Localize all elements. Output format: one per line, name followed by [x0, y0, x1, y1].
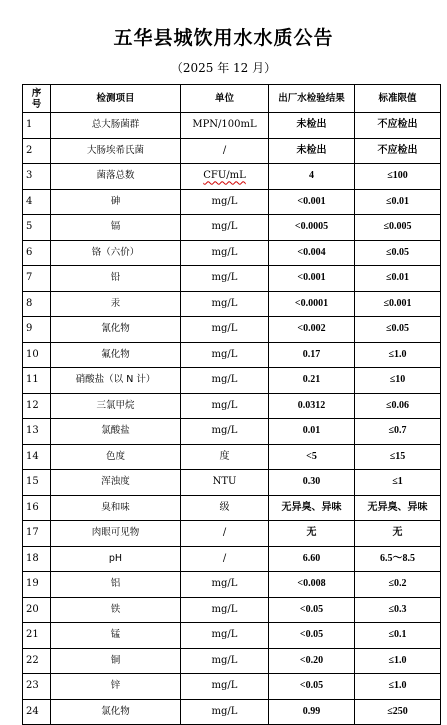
cell-test-item	[51, 546, 181, 572]
cell-result	[269, 113, 355, 139]
table-row	[23, 648, 441, 674]
header-result: 出厂水检验结果	[269, 85, 355, 113]
cell-limit	[355, 189, 441, 215]
cell-unit-text: 级	[219, 501, 230, 513]
cell-test-item	[51, 623, 181, 649]
header-unit: 单位	[181, 85, 269, 113]
cell-unit	[181, 546, 269, 572]
cell-test-item	[51, 521, 181, 547]
cell-serial-number	[23, 266, 51, 292]
cell-serial-number-text: 12	[26, 399, 39, 411]
cell-test-item-text: 总大肠菌群	[91, 119, 140, 131]
cell-test-item-text: 硝酸盐（以 N 计）	[75, 374, 156, 386]
cell-result-text: 6.60	[302, 552, 321, 564]
cell-serial-number-text: 8	[26, 297, 33, 309]
cell-limit	[355, 291, 441, 317]
cell-serial-number	[23, 597, 51, 623]
cell-serial-number-text: 4	[26, 195, 33, 207]
cell-limit	[355, 368, 441, 394]
cell-result	[269, 444, 355, 470]
cell-limit-text: ≤1.0	[388, 654, 407, 666]
cell-result-text: 未检出	[296, 119, 327, 131]
table-row	[23, 317, 441, 343]
cell-unit	[181, 317, 269, 343]
table-row	[23, 393, 441, 419]
cell-limit	[355, 470, 441, 496]
table-row	[23, 597, 441, 623]
cell-limit	[355, 113, 441, 139]
cell-limit	[355, 164, 441, 190]
cell-limit-text: ≤0.1	[388, 629, 407, 641]
cell-result	[269, 597, 355, 623]
cell-test-item	[51, 393, 181, 419]
cell-serial-number	[23, 291, 51, 317]
cell-limit	[355, 521, 441, 547]
cell-serial-number	[23, 699, 51, 725]
cell-unit	[181, 393, 269, 419]
cell-unit-text: /	[222, 144, 227, 156]
cell-unit-text: mg/L	[211, 399, 238, 411]
cell-test-item	[51, 495, 181, 521]
cell-limit-text: ≤0.005	[383, 221, 412, 233]
cell-test-item	[51, 674, 181, 700]
cell-test-item	[51, 444, 181, 470]
page-subtitle: （2025 年 12 月）	[170, 61, 277, 75]
cell-serial-number	[23, 368, 51, 394]
cell-test-item	[51, 189, 181, 215]
cell-unit	[181, 113, 269, 139]
cell-serial-number	[23, 240, 51, 266]
table-row	[23, 444, 441, 470]
cell-limit	[355, 215, 441, 241]
cell-unit-text: mg/L	[211, 272, 238, 284]
cell-serial-number	[23, 113, 51, 139]
cell-result-text: <5	[306, 450, 317, 462]
cell-limit-text: ≤0.3	[388, 603, 407, 615]
cell-result-text: <0.05	[299, 680, 324, 692]
cell-unit-text: mg/L	[211, 680, 238, 692]
cell-result	[269, 495, 355, 521]
header-serial-number	[23, 85, 51, 113]
cell-test-item	[51, 317, 181, 343]
cell-test-item	[51, 699, 181, 725]
cell-limit-text: ≤0.05	[386, 246, 409, 258]
cell-test-item-text: 铜	[110, 654, 121, 666]
cell-serial-number-text: 3	[26, 170, 33, 182]
cell-result-text: 0.01	[302, 425, 321, 437]
cell-test-item-text: 浑浊度	[101, 476, 130, 488]
cell-unit	[181, 572, 269, 598]
cell-test-item-text: 锌	[110, 680, 121, 692]
cell-serial-number-text: 1	[26, 119, 33, 131]
cell-result-text: <0.002	[297, 323, 326, 335]
cell-unit	[181, 419, 269, 445]
table-body	[23, 113, 441, 725]
cell-test-item-text: 菌落总数	[96, 170, 135, 182]
table-header-row	[23, 85, 441, 113]
cell-limit	[355, 597, 441, 623]
cell-limit-text: 无异臭、异味	[367, 501, 428, 513]
cell-result	[269, 368, 355, 394]
cell-result-text: 0.17	[302, 348, 321, 360]
cell-test-item-text: 色度	[105, 450, 125, 462]
cell-limit	[355, 699, 441, 725]
cell-result	[269, 419, 355, 445]
cell-limit-text: ≤0.06	[386, 399, 409, 411]
cell-test-item-text: 臭和味	[101, 501, 130, 513]
cell-unit	[181, 521, 269, 547]
cell-result-text: <0.05	[299, 629, 324, 641]
cell-result	[269, 317, 355, 343]
cell-limit-text: ≤0.2	[388, 578, 407, 590]
cell-serial-number	[23, 215, 51, 241]
table-row	[23, 113, 441, 139]
page-title: 五华县城饮用水水质公告	[113, 27, 334, 49]
cell-result	[269, 623, 355, 649]
cell-result-text: <0.0001	[294, 297, 329, 309]
table-row	[23, 215, 441, 241]
cell-limit-text: ≤250	[387, 705, 408, 717]
cell-result-text: <0.20	[299, 654, 324, 666]
cell-result	[269, 674, 355, 700]
cell-serial-number	[23, 317, 51, 343]
cell-serial-number	[23, 546, 51, 572]
table-row	[23, 623, 441, 649]
cell-limit-text: ≤1	[392, 476, 403, 488]
cell-result-text: <0.0005	[294, 221, 329, 233]
cell-limit-text: ≤100	[387, 170, 408, 182]
cell-limit	[355, 648, 441, 674]
cell-serial-number	[23, 138, 51, 164]
cell-result-text: 未检出	[296, 144, 327, 156]
cell-unit	[181, 240, 269, 266]
table-row	[23, 674, 441, 700]
cell-unit	[181, 444, 269, 470]
cell-result	[269, 342, 355, 368]
cell-result-text: <0.004	[297, 246, 326, 258]
cell-test-item	[51, 419, 181, 445]
cell-unit-text: mg/L	[211, 629, 238, 641]
cell-unit	[181, 368, 269, 394]
cell-serial-number-text: 23	[26, 680, 39, 692]
cell-result-text: <0.05	[299, 603, 324, 615]
cell-unit-text: mg/L	[211, 297, 238, 309]
cell-limit	[355, 495, 441, 521]
cell-result	[269, 215, 355, 241]
cell-unit-text: mg/L	[211, 348, 238, 360]
cell-result	[269, 521, 355, 547]
cell-limit-text: 无	[392, 527, 403, 539]
cell-serial-number-text: 14	[26, 450, 39, 462]
cell-test-item-text: 氯酸盐	[101, 425, 130, 437]
cell-unit	[181, 699, 269, 725]
table-row	[23, 546, 441, 572]
cell-result	[269, 266, 355, 292]
cell-test-item-text: 铝	[110, 578, 121, 590]
cell-unit	[181, 597, 269, 623]
cell-limit-text: ≤10	[389, 374, 406, 386]
cell-serial-number-text: 13	[26, 425, 39, 437]
cell-test-item	[51, 648, 181, 674]
cell-serial-number	[23, 444, 51, 470]
cell-test-item-text: 三氯甲烷	[96, 399, 135, 411]
cell-limit-text: 不应检出	[377, 144, 418, 156]
cell-limit	[355, 393, 441, 419]
cell-limit	[355, 317, 441, 343]
cell-test-item	[51, 138, 181, 164]
cell-test-item-text: 镉	[110, 221, 121, 233]
cell-serial-number	[23, 189, 51, 215]
cell-unit-text: NTU	[212, 476, 237, 488]
cell-serial-number	[23, 521, 51, 547]
cell-test-item-text: 铁	[110, 603, 121, 615]
table-row	[23, 470, 441, 496]
cell-serial-number	[23, 623, 51, 649]
cell-limit-text: ≤15	[389, 450, 406, 462]
cell-test-item-text: 氰化物	[101, 323, 130, 335]
cell-serial-number	[23, 164, 51, 190]
cell-result-text: 0.99	[302, 705, 321, 717]
cell-result	[269, 572, 355, 598]
cell-serial-number-text: 5	[26, 221, 33, 233]
cell-unit-text: mg/L	[211, 578, 238, 590]
cell-limit	[355, 266, 441, 292]
cell-test-item-text: 铅	[110, 272, 121, 284]
cell-result	[269, 189, 355, 215]
cell-test-item-text: 锰	[110, 629, 121, 641]
cell-unit	[181, 266, 269, 292]
cell-limit	[355, 546, 441, 572]
cell-result	[269, 470, 355, 496]
cell-test-item-text: 氟化物	[101, 348, 130, 360]
cell-unit	[181, 189, 269, 215]
table-row	[23, 138, 441, 164]
table-row	[23, 164, 441, 190]
cell-test-item	[51, 597, 181, 623]
cell-serial-number-text: 2	[26, 144, 33, 156]
table-row	[23, 495, 441, 521]
cell-test-item-text: 大肠埃希氏菌	[86, 144, 144, 156]
cell-result-text: <0.001	[297, 195, 326, 207]
cell-unit-text: /	[222, 552, 227, 564]
cell-limit-text: ≤0.001	[383, 297, 412, 309]
cell-test-item	[51, 470, 181, 496]
cell-limit-text: ≤1.0	[388, 680, 407, 692]
cell-serial-number-text: 24	[26, 705, 39, 717]
cell-result	[269, 138, 355, 164]
cell-limit	[355, 240, 441, 266]
cell-serial-number-text: 20	[26, 603, 39, 615]
cell-test-item-text: 汞	[110, 297, 121, 309]
cell-test-item	[51, 266, 181, 292]
cell-result	[269, 393, 355, 419]
cell-unit-text: 度	[219, 450, 230, 462]
cell-unit	[181, 470, 269, 496]
table-row	[23, 419, 441, 445]
cell-serial-number	[23, 648, 51, 674]
cell-limit	[355, 419, 441, 445]
cell-serial-number-text: 15	[26, 476, 39, 488]
cell-limit-text: ≤0.7	[388, 425, 407, 437]
cell-test-item	[51, 291, 181, 317]
header-limit: 标准限值	[355, 85, 441, 113]
cell-limit	[355, 444, 441, 470]
table-row	[23, 266, 441, 292]
cell-test-item-text: 砷	[110, 195, 121, 207]
cell-limit-text: ≤0.01	[386, 195, 409, 207]
table-row	[23, 240, 441, 266]
cell-result-text: <0.001	[297, 272, 326, 284]
cell-unit-text: mg/L	[211, 323, 238, 335]
cell-unit-text: MPN/100mL	[192, 119, 257, 131]
cell-serial-number	[23, 572, 51, 598]
cell-serial-number-text: 17	[26, 527, 39, 539]
cell-result-text: 0.21	[302, 374, 321, 386]
cell-test-item	[51, 240, 181, 266]
cell-test-item	[51, 368, 181, 394]
cell-serial-number-text: 9	[26, 323, 33, 335]
header-serial-line1: 序	[31, 87, 42, 99]
cell-serial-number	[23, 674, 51, 700]
cell-unit	[181, 495, 269, 521]
cell-limit	[355, 342, 441, 368]
cell-result	[269, 240, 355, 266]
cell-serial-number-text: 16	[26, 501, 39, 513]
cell-test-item-text: pH	[108, 552, 123, 564]
cell-unit-text: CFU/mL	[203, 170, 246, 182]
cell-test-item	[51, 164, 181, 190]
cell-unit-text: mg/L	[211, 374, 238, 386]
cell-serial-number-text: 10	[26, 348, 39, 360]
cell-test-item	[51, 113, 181, 139]
cell-result	[269, 648, 355, 674]
cell-limit	[355, 572, 441, 598]
cell-result-text: 无	[306, 527, 317, 539]
table-row	[23, 699, 441, 725]
cell-serial-number	[23, 342, 51, 368]
cell-result-text: 0.30	[302, 476, 321, 488]
cell-result	[269, 291, 355, 317]
cell-unit	[181, 342, 269, 368]
header-serial-line2: 号	[31, 98, 42, 110]
cell-serial-number-text: 22	[26, 654, 39, 666]
header-test-item: 检测项目	[51, 85, 181, 113]
cell-result-text: 无异臭、异味	[281, 501, 342, 513]
cell-unit	[181, 164, 269, 190]
cell-result	[269, 164, 355, 190]
cell-serial-number-text: 21	[26, 629, 39, 641]
table-row	[23, 291, 441, 317]
cell-unit-text: mg/L	[211, 425, 238, 437]
table-row	[23, 521, 441, 547]
cell-serial-number-text: 19	[26, 578, 39, 590]
cell-unit-text: mg/L	[211, 654, 238, 666]
cell-serial-number	[23, 419, 51, 445]
cell-serial-number	[23, 470, 51, 496]
cell-test-item	[51, 342, 181, 368]
cell-limit	[355, 674, 441, 700]
cell-unit-text: /	[222, 527, 227, 539]
cell-result-text: 4	[309, 170, 314, 182]
cell-unit	[181, 138, 269, 164]
cell-unit-text: mg/L	[211, 195, 238, 207]
cell-unit	[181, 215, 269, 241]
cell-limit	[355, 138, 441, 164]
cell-unit-text: mg/L	[211, 603, 238, 615]
cell-test-item	[51, 572, 181, 598]
cell-unit	[181, 623, 269, 649]
cell-test-item-text: 肉眼可见物	[91, 527, 140, 539]
cell-limit-text: ≤0.01	[386, 272, 409, 284]
cell-serial-number	[23, 393, 51, 419]
cell-unit	[181, 291, 269, 317]
cell-unit-text: mg/L	[211, 705, 238, 717]
cell-unit-text: mg/L	[211, 221, 238, 233]
table-row	[23, 572, 441, 598]
cell-result-text: 0.0312	[297, 399, 326, 411]
table-row	[23, 342, 441, 368]
cell-serial-number-text: 11	[26, 374, 39, 386]
cell-serial-number-text: 18	[26, 552, 39, 564]
cell-test-item-text: 氯化物	[101, 705, 130, 717]
cell-limit-text: ≤0.05	[386, 323, 409, 335]
cell-limit	[355, 623, 441, 649]
cell-serial-number-text: 6	[26, 246, 33, 258]
cell-serial-number-text: 7	[26, 272, 33, 284]
cell-test-item-text: 铬（六价）	[91, 246, 140, 258]
cell-result-text: <0.008	[297, 578, 326, 590]
cell-result	[269, 546, 355, 572]
cell-limit-text: 不应检出	[377, 119, 418, 131]
cell-result	[269, 699, 355, 725]
table-row	[23, 368, 441, 394]
cell-limit-text: ≤1.0	[388, 348, 407, 360]
table-row	[23, 189, 441, 215]
cell-unit	[181, 648, 269, 674]
cell-unit-text: mg/L	[211, 246, 238, 258]
water-quality-table	[22, 84, 441, 725]
cell-limit-text: 6.5～8.5	[380, 552, 415, 564]
cell-test-item	[51, 215, 181, 241]
cell-serial-number	[23, 495, 51, 521]
cell-unit	[181, 674, 269, 700]
